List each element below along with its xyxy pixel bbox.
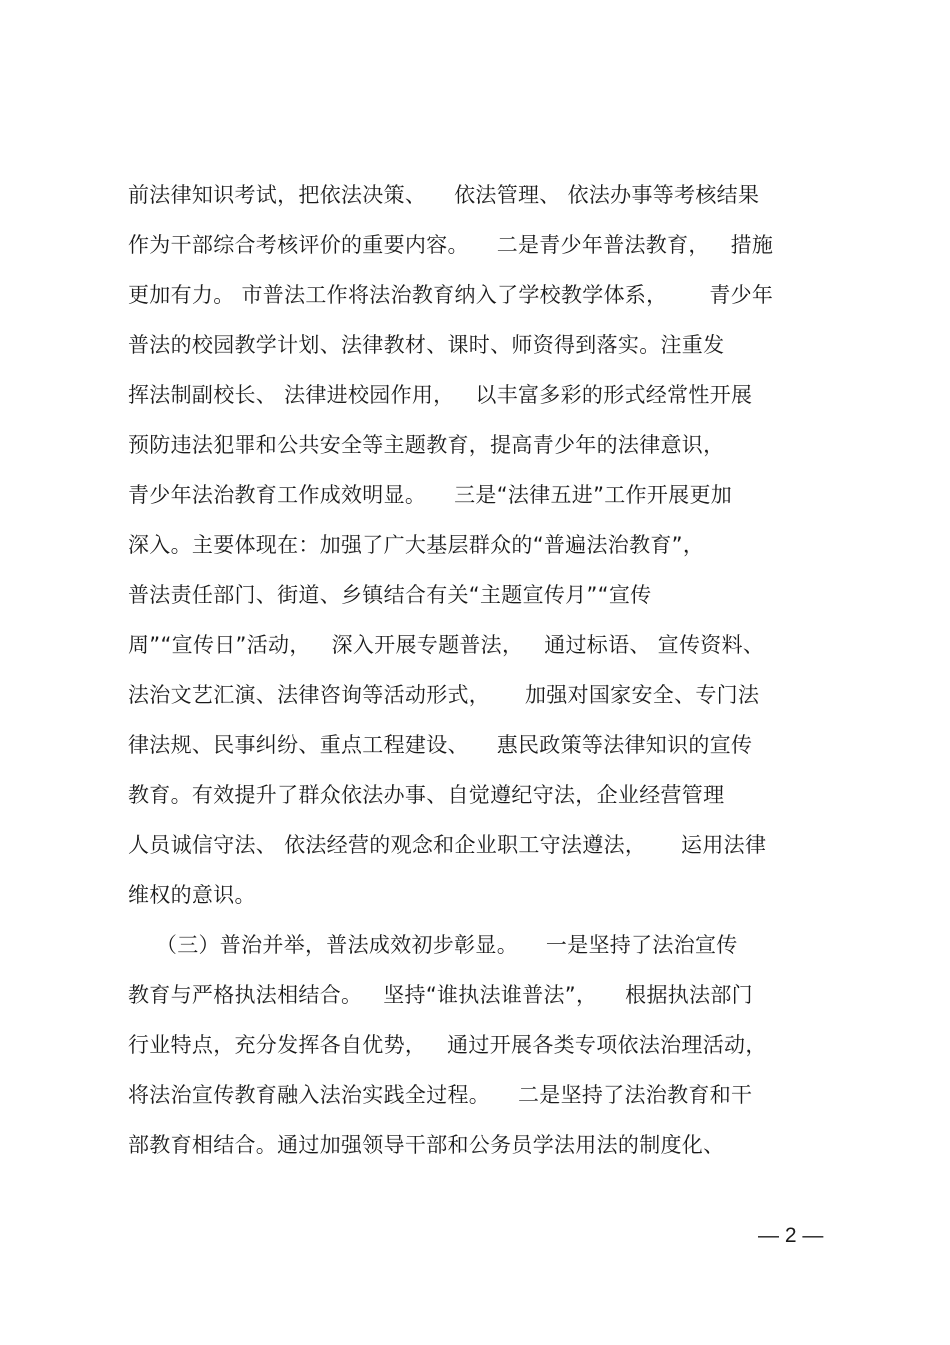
body-text-line: 更加有力。 市普法工作将法治教育纳入了学校教学体系， 青少年 (128, 283, 774, 307)
body-text-line: 律法规、民事纠纷、重点工程建设、 惠民政策等法律知识的宣传 (128, 733, 753, 757)
body-text-line: 教育与严格执法相结合。 坚持“谁执法谁普法”， 根据执法部门 (128, 983, 753, 1007)
body-text-line: 法治文艺汇演、法律咨询等活动形式， 加强对国家安全、专门法 (128, 683, 760, 707)
body-text-line: 周”“宣传日”活动， 深入开展专题普法， 通过标语、 宣传资料、 (128, 633, 765, 657)
body-text-line: 作为干部综合考核评价的重要内容。 二是青少年普法教育， 措施 (128, 233, 774, 257)
body-text-line: 教育。有效提升了群众依法办事、自觉遵纪守法，企业经营管理 (128, 783, 725, 807)
body-text-line: 前法律知识考试，把依法决策、 依法管理、 依法办事等考核结果 (128, 183, 760, 207)
body-text-line: 深入。主要体现在：加强了广大基层群众的“普遍法治教育”， (128, 533, 705, 557)
body-text-line: （三）普治并举，普法成效初步彰显。 一是坚持了法治宣传 (128, 933, 738, 957)
body-text-line: 普法的校园教学计划、法律教材、课时、师资得到落实。注重发 (128, 333, 725, 357)
body-text-line: 将法治宣传教育融入法治实践全过程。 二是坚持了法治教育和干 (128, 1083, 753, 1107)
body-text-line: 人员诚信守法、 依法经营的观念和企业职工守法遵法， 运用法律 (128, 833, 767, 857)
body-text-line: 部教育相结合。通过加强领导干部和公务员学法用法的制度化、 (128, 1133, 725, 1157)
body-text-line: 挥法制副校长、 法律进校园作用， 以丰富多彩的形式经常性开展 (128, 383, 753, 407)
body-text-line: 预防违法犯罪和公共安全等主题教育，提高青少年的法律意识， (128, 433, 725, 457)
body-text-line: 青少年法治教育工作成效明显。 三是“法律五进”工作开展更加 (128, 483, 733, 507)
page-number: — 2 — (758, 1224, 824, 1247)
body-text-line: 行业特点，充分发挥各自优势， 通过开展各类专项依法治理活动， (128, 1033, 767, 1057)
body-text-line: 普法责任部门、街道、乡镇结合有关“主题宣传月”“宣传 (128, 583, 652, 607)
body-text-line: 维权的意识。 (128, 883, 256, 907)
